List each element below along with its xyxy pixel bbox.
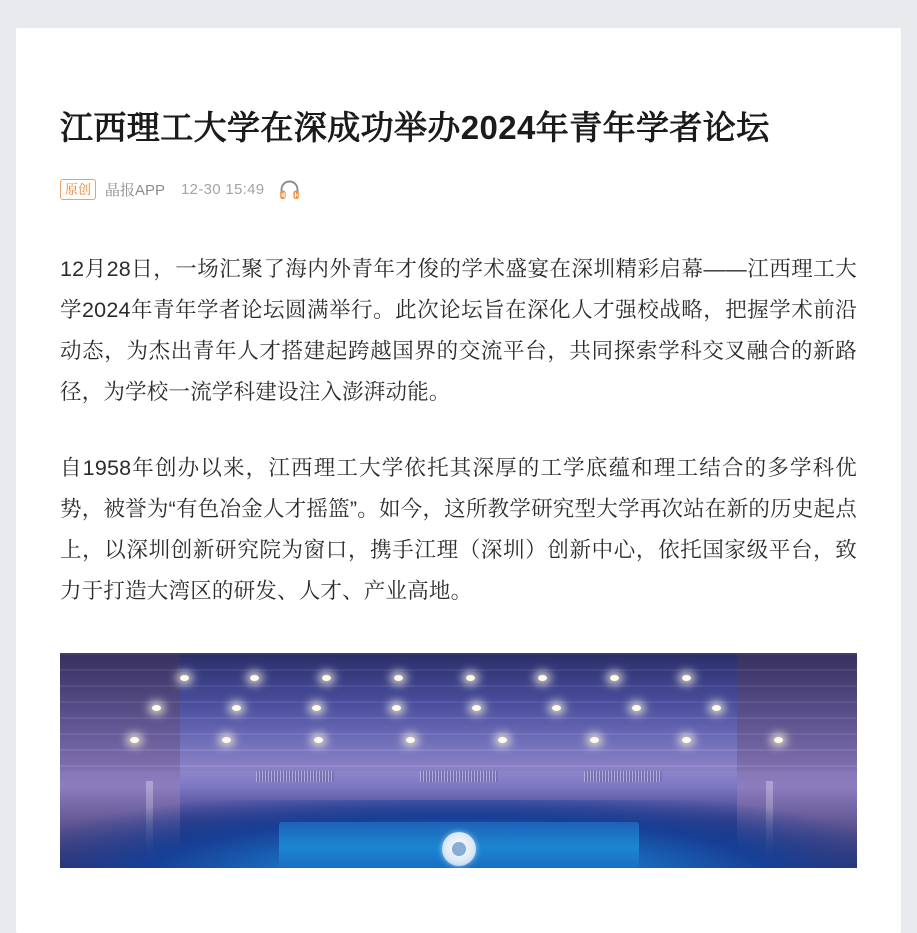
article-source: 晶报APP (105, 182, 166, 200)
article-paragraph: 自1958年创办以来，江西理工大学依托其深厚的工学底蕴和理工结合的多学科优势，被誉为“有色冶金人才摇篮”。如今，这所教学研究型大学再次站在新的历史起点上，以深圳创新研究院为窗口，携手江理（深圳）创新中心，依托国家级平台，致力于打造大湾区的研发、人才、产业高地。 (60, 455, 857, 604)
article-timestamp: 12-30 15:49 (181, 181, 265, 199)
photo-ceiling (60, 653, 857, 771)
status-badge: 原创 (60, 179, 96, 200)
article-card (16, 28, 901, 933)
page-title: 江西理工大学在深成功举办2024年青年学者论坛 (60, 109, 770, 146)
article-paragraph: 12月28日，一场汇聚了海内外青年才俊的学术盛宴在深圳精彩启幕——江西理工大学2024年青年学者论坛圆满举行。此次论坛旨在深化人才强校战略，把握学术前沿动态，为杰出青年人才搭建起跨越国界的交流平台，共同探索学科交叉融合的新路径，为学校一流学科建设注入澎湃动能。 (60, 256, 857, 405)
article-inner (16, 28, 901, 868)
photo-university-emblem (442, 832, 476, 866)
photo-ceiling-vents (60, 771, 857, 782)
article-meta (60, 177, 857, 203)
conference-hall-photo (60, 653, 857, 868)
headphones-icon[interactable] (277, 177, 302, 202)
